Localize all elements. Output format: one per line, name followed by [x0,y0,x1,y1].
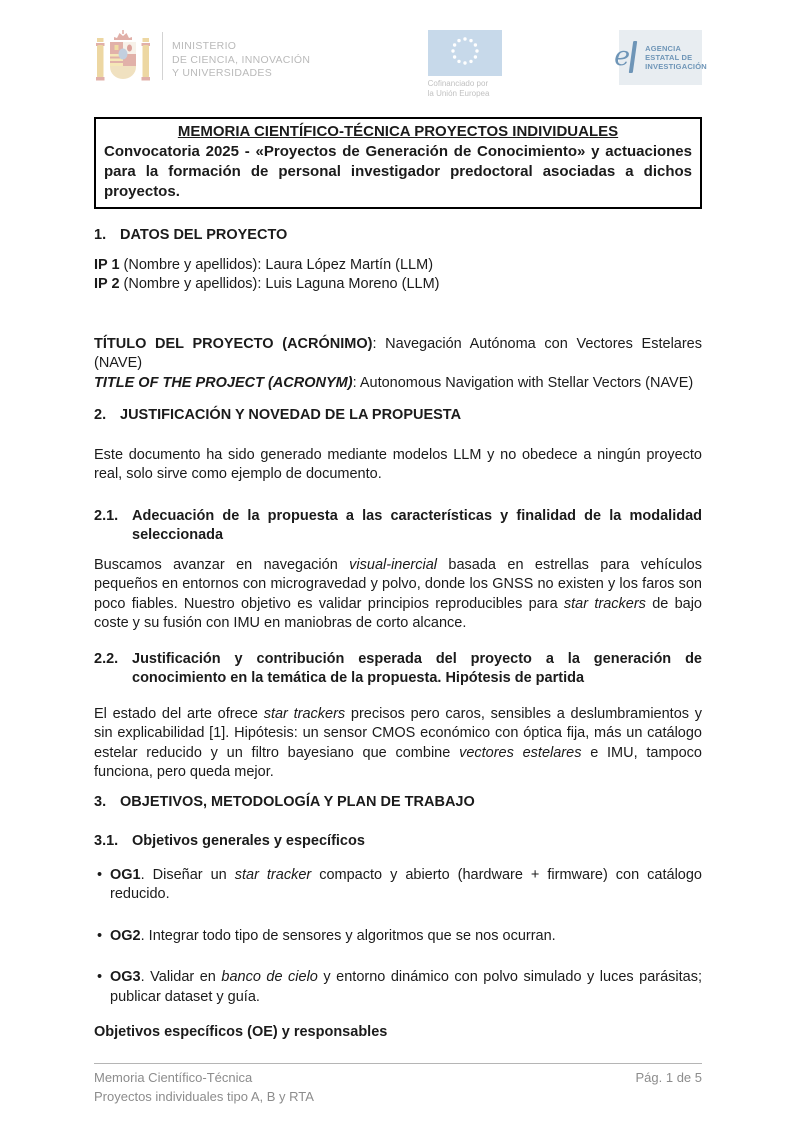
aei-logo-icon: e [614,41,640,75]
footer-left [94,1069,314,1106]
intro-paragraph: Este documento ha sido generado mediante modelos LLM y no obedece a ningún proyecto real, solo sirve como ejemplo de documento. [94,446,702,482]
objective-text: OG1. Diseñar un star tracker compacto y abierto (hardware + firmware) con catálogo reducido. [110,866,702,902]
heading-number: 3.1. [94,833,119,849]
eu-flag-icon [428,30,502,76]
objective-text: OG3. Validar en banco de cielo y entorno dinámico con polvo simulado y luces parásitas; publicar dataset y guía. [110,969,703,1005]
title-box [94,117,702,209]
project-title-es: TÍTULO DEL PROYECTO (ACRÓNIMO): Navegación Autónoma con Vectores Estelares (NAVE) [94,335,702,371]
section-2-1-paragraph: Buscamos avanzar en navegación visual-inercial basada en estrellas para vehículos pequeños en entornos con microgravedad y polvo, donde los GNSS no existen y los faros son poco fiables. Nuestro objetivo es validar principios reproducibles para star trackers de bajo coste y su fusión con IMU en maniobras de corto alcance. [94,556,703,631]
section-3-1-heading [94,832,702,852]
aei-name-line: AGENCIA [645,44,682,53]
heading-text: Adecuación de la propuesta a las características y finalidad de la modalidad seleccionada [132,507,702,543]
project-title-en: TITLE OF THE PROJECT (ACRONYM): Autonomous Navigation with Stellar Vectors (NAVE) [94,374,694,391]
aei-name-line: ESTATAL DE [645,53,693,62]
aei-logo [614,30,707,85]
page-header [94,28,707,98]
aei-name [645,44,707,71]
eu-cofunding-logo [428,30,502,98]
ministry-name-line: DE CIENCIA, INNOVACIÓN [172,53,311,66]
specific-objectives-heading: Objetivos específicos (OE) y responsables [94,1024,388,1040]
bullet-icon: • [97,969,103,985]
document-subtitle: Convocatoria 2025 - «Proyectos de Generación de Conocimiento» y actuaciones para la formación de personal investigador predoctoral asociadas a dichos proyectos. [104,143,692,200]
heading-text: Justificación y contribución esperada del proyecto a la generación de conocimiento en la temática de la propuesta. Hipótesis de partida [132,650,702,686]
objective-og3-item [94,968,702,1007]
heading-number: 3. [94,793,107,810]
objective-text: OG2. Integrar todo tipo de sensores y algoritmos que se nos ocurran. [110,927,556,944]
bullet-icon: • [97,866,103,883]
heading-text: DATOS DEL PROYECTO [120,227,288,243]
ministry-name-line: MINISTERIO [172,40,237,52]
objective-og2-item [94,927,702,947]
ministry-logo-divider [162,32,163,80]
heading-text: JUSTIFICACIÓN Y NOVEDAD DE LA PROPUESTA [120,407,462,423]
heading-number: 2.2. [94,650,119,667]
objective-og1-item [94,866,702,905]
heading-text: OBJETIVOS, METODOLOGÍA Y PLAN DE TRABAJO [120,793,475,810]
ip-block [94,256,702,295]
section-3-heading [94,793,702,813]
ip2-line: IP 2 (Nombre y apellidos): Luis Laguna Moreno (LLM) [94,276,440,292]
section-2-2-paragraph: El estado del arte ofrece star trackers precisos pero caros, sensibles a deslumbramientos y sin explicabilidad [1]. Hipótesis: un sensor CMOS económico con óptica fija, más un catálogo estelar reducido y un filtro bayesiano que combine vectores estelares e IMU, tampoco funciona, pero queda mejor. [94,705,703,780]
footer-page-number: Pág. 1 de 5 [635,1070,702,1085]
ministry-name-line: Y UNIVERSIDADES [172,67,272,79]
heading-number: 1. [94,227,107,243]
bullet-icon: • [97,927,103,944]
eu-caption-line: la Unión Europea [427,88,490,98]
eu-caption-line: Cofinanciado por [427,79,489,88]
ministry-logo [94,28,310,90]
section-2-heading [94,406,702,426]
document-title: MEMORIA CIENTÍFICO-TÉCNICA PROYECTOS INDIVIDUALES [177,123,619,140]
section-2-1-heading [94,507,702,546]
spain-coat-of-arms-icon [94,28,152,90]
ministry-name [172,40,310,81]
section-2-2-heading [94,650,702,689]
heading-number: 2.1. [94,507,119,524]
heading-text: Objetivos generales y específicos [132,833,365,849]
aei-name-line: INVESTIGACIÓN [645,62,707,71]
footer-doc-title: Memoria Científico-Técnica [94,1070,253,1085]
page-footer [94,1063,702,1106]
eu-caption [428,79,502,98]
footer-doc-subtitle: Proyectos individuales tipo A, B y RTA [94,1088,314,1104]
heading-number: 2. [94,407,107,423]
section-1-heading [94,226,702,246]
ip1-line: IP 1 (Nombre y apellidos): Laura López Martín (LLM) [94,256,434,273]
